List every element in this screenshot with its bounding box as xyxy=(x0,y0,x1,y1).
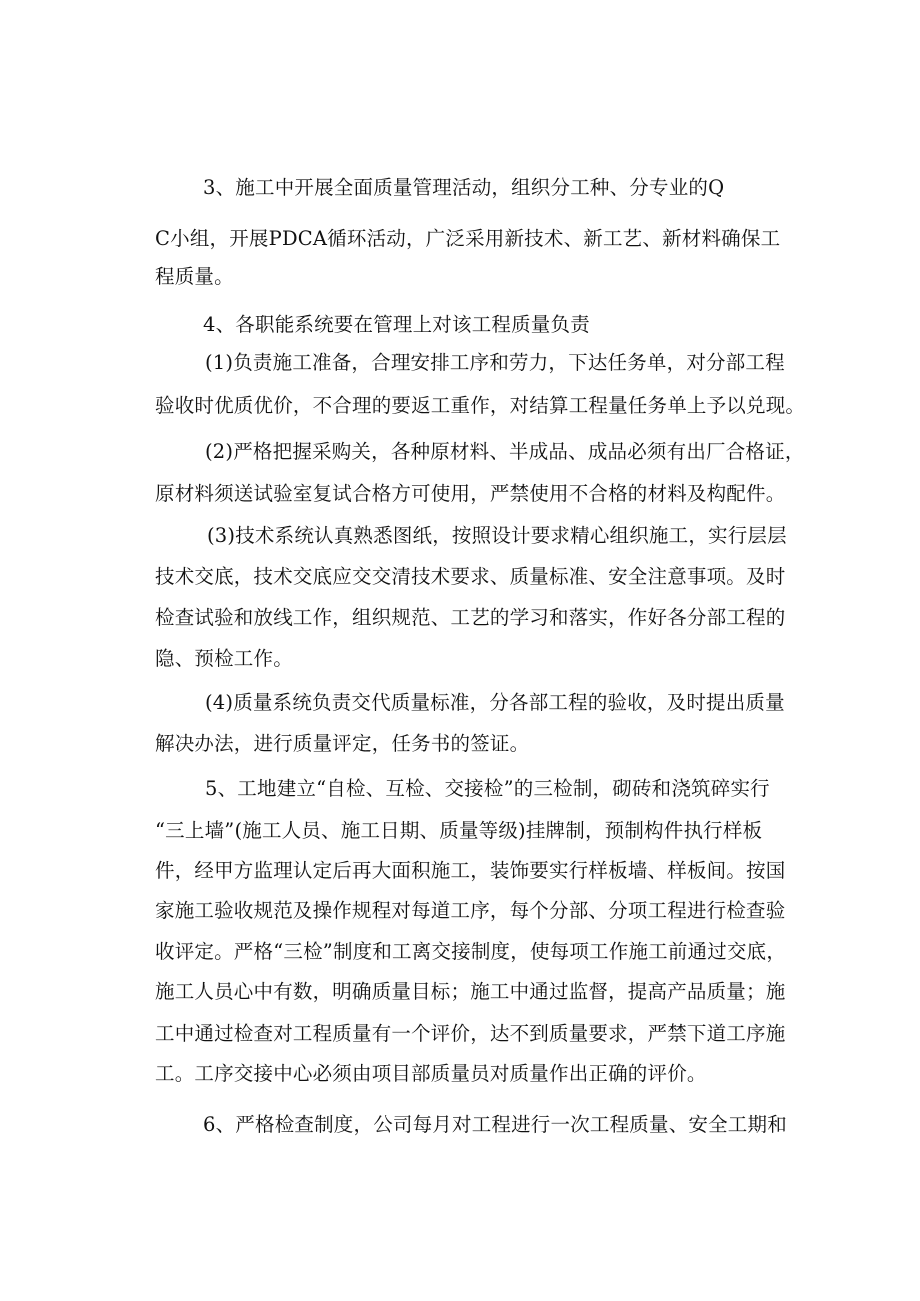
text-line: 验收时优质优价，不合理的要返工重作，对结算工程量任务单上予以兑现。 xyxy=(155,394,806,417)
text-line: 4、各职能系统要在管理上对该工程质量负责 xyxy=(203,313,590,336)
text-line: (3)技术系统认真熟悉图纸，按照设计要求精心组织施工，实行层层 xyxy=(207,524,787,547)
text-line: 工中通过检查对工程质量有一个评价，达不到质量要求，严禁下道工序施 xyxy=(155,1022,786,1045)
text-line: 技术交底，技术交底应交交清技术要求、质量标准、安全注意事项。及时 xyxy=(155,565,786,588)
text-line: 3、施工中开展全面质量管理活动，组织分工种、分专业的Q xyxy=(203,176,725,199)
text-line: 程质量。 xyxy=(155,265,234,288)
text-line: (4)质量系统负责交代质量标准，分各部工程的验收，及时提出质量 xyxy=(205,691,785,714)
text-line: 收评定。严格“三检”制度和工离交接制度，使每项工作施工前通过交底， xyxy=(155,940,787,963)
text-line: C小组，开展PDCA循环活动，广泛采用新技术、新工艺、新材料确保工 xyxy=(155,227,781,250)
text-line: 5、工地建立“自检、互检、交接检”的三检制，砌砖和浇筑碎实行 xyxy=(205,777,770,800)
text-line: 工。工序交接中心必须由项目部质量员对质量作出正确的评价。 xyxy=(155,1062,707,1085)
text-line: 件，经甲方监理认定后再大面积施工，装饰要实行样板墙、样板间。按国 xyxy=(155,859,786,882)
text-line: 原材料须送试验室复试合格方可使用，严禁使用不合格的材料及构配件。 xyxy=(155,482,786,505)
text-line: 隐、预检工作。 xyxy=(155,647,293,670)
text-line: (1)负责施工准备，合理安排工序和劳力，下达任务单，对分部工程 xyxy=(205,351,785,374)
text-line: 施工人员心中有数，明确质量目标；施工中通过监督，提高产品质量；施 xyxy=(155,980,786,1003)
text-line: 解决办法，进行质量评定，任务书的签证。 xyxy=(155,732,530,755)
text-line: 6、严格检查制度，公司每月对工程进行一次工程质量、安全工期和 xyxy=(203,1113,787,1136)
text-line: (2)严格把握采购关，各种原材料、半成品、成品必须有出厂合格证， xyxy=(205,440,805,463)
text-line: “三上墙”(施工人员、施工日期、质量等级)挂牌制，预制构件执行样板 xyxy=(155,819,763,842)
text-line: 家施工验收规范及操作规程对每道工序，每个分部、分项工程进行检查验 xyxy=(155,899,786,922)
text-line: 检查试验和放线工作，组织规范、工艺的学习和落实，作好各分部工程的 xyxy=(155,606,786,629)
